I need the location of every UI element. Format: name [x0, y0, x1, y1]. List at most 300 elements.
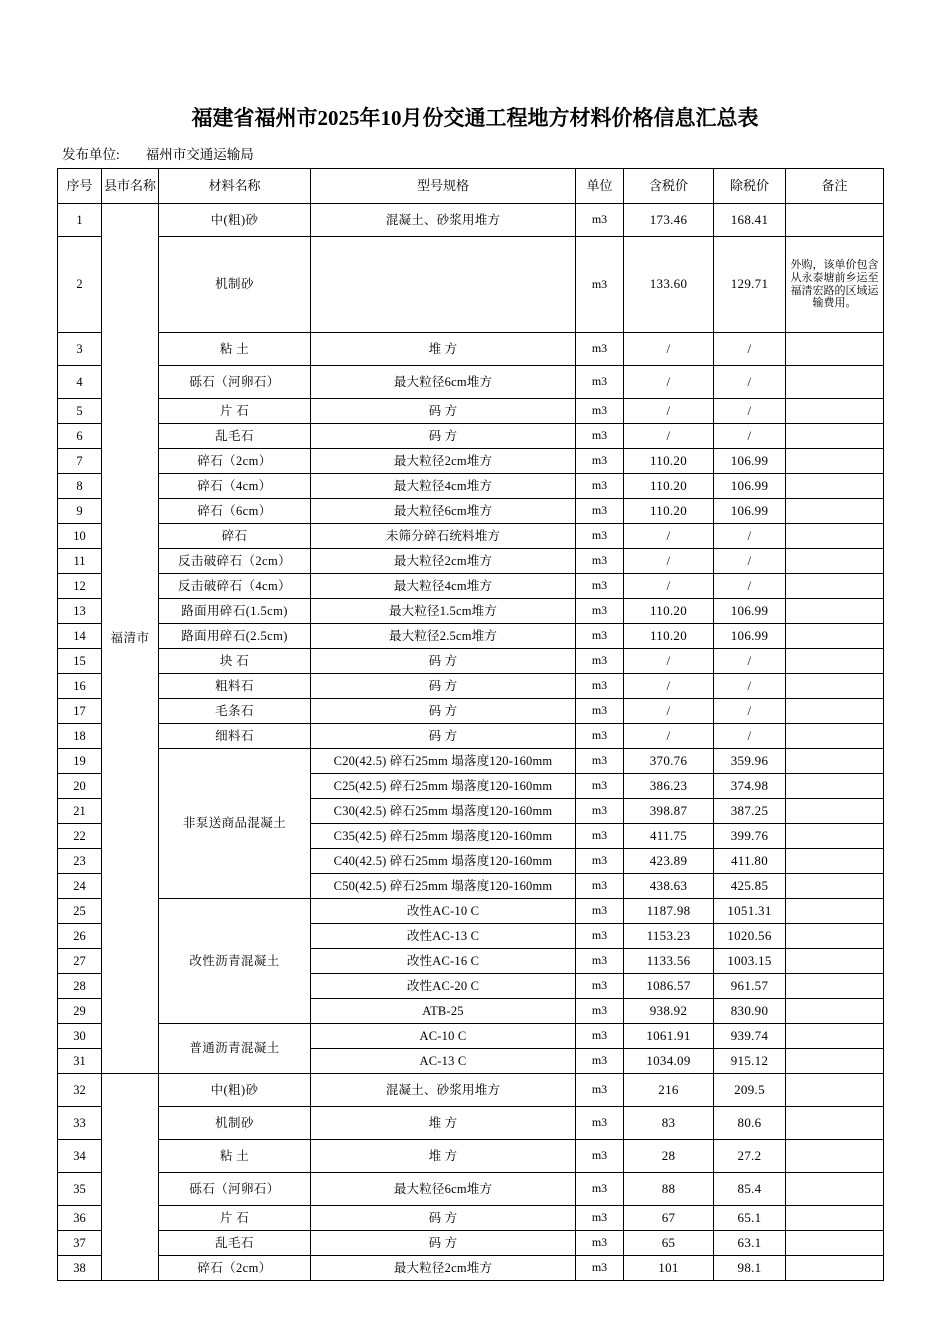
cell-price-without-tax: 65.1	[714, 1206, 786, 1231]
cell-material: 碎石（2cm）	[159, 1256, 311, 1281]
cell-price-without-tax: 939.74	[714, 1024, 786, 1049]
cell-price-with-tax: 386.23	[624, 774, 714, 799]
cell-material: 砾石（河卵石）	[159, 366, 311, 399]
cell-remark	[786, 774, 884, 799]
cell-seq: 6	[58, 424, 102, 449]
cell-price-with-tax: /	[624, 424, 714, 449]
cell-spec: 最大粒径6cm堆方	[311, 1173, 576, 1206]
cell-seq: 30	[58, 1024, 102, 1049]
cell-price-with-tax: 67	[624, 1206, 714, 1231]
cell-spec: 最大粒径2cm堆方	[311, 449, 576, 474]
cell-seq: 18	[58, 724, 102, 749]
cell-remark	[786, 999, 884, 1024]
cell-seq: 17	[58, 699, 102, 724]
cell-material: 碎石（2cm）	[159, 449, 311, 474]
cell-unit: m3	[576, 237, 624, 333]
table-row	[58, 474, 884, 499]
cell-price-with-tax: 83	[624, 1107, 714, 1140]
cell-unit: m3	[576, 204, 624, 237]
cell-price-without-tax: 1003.15	[714, 949, 786, 974]
cell-unit: m3	[576, 366, 624, 399]
cell-price-without-tax: 106.99	[714, 499, 786, 524]
table-header-row	[58, 169, 884, 204]
cell-price-with-tax: 133.60	[624, 237, 714, 333]
table-row	[58, 1140, 884, 1173]
table-row	[58, 1206, 884, 1231]
cell-unit: m3	[576, 724, 624, 749]
cell-remark	[786, 1024, 884, 1049]
cell-spec: C50(42.5) 碎石25mm 塌落度120-160mm	[311, 874, 576, 899]
cell-unit: m3	[576, 424, 624, 449]
table-row	[58, 624, 884, 649]
cell-remark	[786, 449, 884, 474]
cell-seq: 19	[58, 749, 102, 774]
cell-price-without-tax: 359.96	[714, 749, 786, 774]
cell-spec: ATB-25	[311, 999, 576, 1024]
cell-price-without-tax: /	[714, 574, 786, 599]
cell-remark	[786, 499, 884, 524]
cell-price-without-tax: 961.57	[714, 974, 786, 999]
cell-price-without-tax: /	[714, 699, 786, 724]
cell-price-with-tax: 1153.23	[624, 924, 714, 949]
cell-seq: 1	[58, 204, 102, 237]
cell-city-group: 福清市	[102, 204, 159, 1074]
cell-spec: 码 方	[311, 1206, 576, 1231]
cell-remark	[786, 424, 884, 449]
table-row	[58, 549, 884, 574]
table-row	[58, 674, 884, 699]
cell-seq: 3	[58, 333, 102, 366]
cell-material: 毛条石	[159, 699, 311, 724]
cell-price-with-tax: /	[624, 699, 714, 724]
cell-spec: AC-10 C	[311, 1024, 576, 1049]
cell-remark	[786, 1140, 884, 1173]
table-row	[58, 237, 884, 333]
cell-material: 反击破碎石（2cm）	[159, 549, 311, 574]
cell-material: 碎石（4cm）	[159, 474, 311, 499]
publisher-value: 福州市交通运输局	[145, 147, 254, 162]
cell-seq: 34	[58, 1140, 102, 1173]
cell-remark	[786, 949, 884, 974]
cell-spec: 堆 方	[311, 333, 576, 366]
cell-seq: 22	[58, 824, 102, 849]
cell-unit: m3	[576, 1231, 624, 1256]
cell-price-without-tax: 1020.56	[714, 924, 786, 949]
cell-unit: m3	[576, 549, 624, 574]
cell-spec: 码 方	[311, 424, 576, 449]
table-row	[58, 366, 884, 399]
cell-remark	[786, 333, 884, 366]
cell-price-without-tax: 209.5	[714, 1074, 786, 1107]
cell-material: 碎石	[159, 524, 311, 549]
cell-price-without-tax: 27.2	[714, 1140, 786, 1173]
cell-spec: 最大粒径6cm堆方	[311, 499, 576, 524]
cell-spec: 改性AC-13 C	[311, 924, 576, 949]
cell-price-with-tax: 411.75	[624, 824, 714, 849]
cell-seq: 12	[58, 574, 102, 599]
table-row	[58, 699, 884, 724]
cell-price-without-tax: 106.99	[714, 624, 786, 649]
cell-remark	[786, 474, 884, 499]
table-row	[58, 1256, 884, 1281]
table-row	[58, 204, 884, 237]
cell-price-without-tax: 168.41	[714, 204, 786, 237]
cell-remark	[786, 574, 884, 599]
cell-price-with-tax: /	[624, 574, 714, 599]
cell-seq: 25	[58, 899, 102, 924]
cell-price-with-tax: /	[624, 649, 714, 674]
cell-price-with-tax: 173.46	[624, 204, 714, 237]
cell-remark	[786, 924, 884, 949]
cell-material: 粘 土	[159, 333, 311, 366]
cell-unit: m3	[576, 524, 624, 549]
cell-material: 粘 土	[159, 1140, 311, 1173]
cell-spec: 码 方	[311, 674, 576, 699]
cell-remark	[786, 649, 884, 674]
cell-material: 机制砂	[159, 1107, 311, 1140]
cell-seq: 32	[58, 1074, 102, 1107]
cell-unit: m3	[576, 874, 624, 899]
cell-spec: 最大粒径6cm堆方	[311, 366, 576, 399]
cell-seq: 35	[58, 1173, 102, 1206]
table-row	[58, 1231, 884, 1256]
cell-remark	[786, 1049, 884, 1074]
cell-price-without-tax: 411.80	[714, 849, 786, 874]
cell-spec: 最大粒径4cm堆方	[311, 474, 576, 499]
cell-price-with-tax: 398.87	[624, 799, 714, 824]
cell-city-group	[102, 1074, 159, 1281]
cell-unit: m3	[576, 1074, 624, 1107]
cell-seq: 13	[58, 599, 102, 624]
cell-unit: m3	[576, 449, 624, 474]
cell-spec	[311, 237, 576, 333]
cell-remark	[786, 674, 884, 699]
cell-material: 乱毛石	[159, 1231, 311, 1256]
cell-seq: 38	[58, 1256, 102, 1281]
cell-unit: m3	[576, 799, 624, 824]
cell-price-without-tax: /	[714, 424, 786, 449]
cell-unit: m3	[576, 333, 624, 366]
cell-unit: m3	[576, 849, 624, 874]
cell-price-with-tax: 65	[624, 1231, 714, 1256]
cell-remark	[786, 366, 884, 399]
cell-price-with-tax: 1187.98	[624, 899, 714, 924]
cell-remark	[786, 699, 884, 724]
cell-material: 块 石	[159, 649, 311, 674]
cell-seq: 11	[58, 549, 102, 574]
table-row	[58, 599, 884, 624]
cell-unit: m3	[576, 649, 624, 674]
cell-spec: C35(42.5) 碎石25mm 塌落度120-160mm	[311, 824, 576, 849]
cell-seq: 33	[58, 1107, 102, 1140]
cell-material: 片 石	[159, 1206, 311, 1231]
table-row	[58, 1074, 884, 1107]
cell-seq: 26	[58, 924, 102, 949]
cell-price-without-tax: 830.90	[714, 999, 786, 1024]
cell-price-without-tax: /	[714, 524, 786, 549]
cell-unit: m3	[576, 399, 624, 424]
cell-unit: m3	[576, 749, 624, 774]
cell-price-with-tax: /	[624, 674, 714, 699]
header-unit: 单位	[576, 169, 624, 204]
table-row	[58, 1107, 884, 1140]
cell-unit: m3	[576, 699, 624, 724]
cell-price-with-tax: 110.20	[624, 474, 714, 499]
table-row	[58, 499, 884, 524]
header-price-without-tax: 除税价	[714, 169, 786, 204]
cell-price-without-tax: 399.76	[714, 824, 786, 849]
table-row	[58, 1173, 884, 1206]
cell-remark	[786, 599, 884, 624]
cell-price-with-tax: 1034.09	[624, 1049, 714, 1074]
cell-spec: 最大粒径1.5cm堆方	[311, 599, 576, 624]
cell-remark	[786, 749, 884, 774]
cell-seq: 2	[58, 237, 102, 333]
cell-price-with-tax: /	[624, 399, 714, 424]
cell-unit: m3	[576, 1024, 624, 1049]
table-row	[58, 649, 884, 674]
material-price-table	[57, 168, 884, 1281]
cell-spec: 混凝土、砂浆用堆方	[311, 1074, 576, 1107]
cell-material: 非泵送商品混凝土	[159, 749, 311, 899]
cell-material: 路面用碎石(2.5cm)	[159, 624, 311, 649]
table-row	[58, 724, 884, 749]
table-row	[58, 524, 884, 549]
cell-price-with-tax: /	[624, 549, 714, 574]
cell-price-without-tax: 63.1	[714, 1231, 786, 1256]
cell-price-without-tax: 915.12	[714, 1049, 786, 1074]
cell-seq: 8	[58, 474, 102, 499]
cell-price-with-tax: 423.89	[624, 849, 714, 874]
cell-seq: 31	[58, 1049, 102, 1074]
cell-spec: 最大粒径2cm堆方	[311, 1256, 576, 1281]
cell-spec: C40(42.5) 碎石25mm 塌落度120-160mm	[311, 849, 576, 874]
cell-spec: 码 方	[311, 1231, 576, 1256]
cell-price-without-tax: /	[714, 649, 786, 674]
cell-spec: C20(42.5) 碎石25mm 塌落度120-160mm	[311, 749, 576, 774]
cell-unit: m3	[576, 674, 624, 699]
cell-price-without-tax: 106.99	[714, 474, 786, 499]
cell-price-without-tax: 106.99	[714, 599, 786, 624]
cell-price-without-tax: 425.85	[714, 874, 786, 899]
cell-remark	[786, 724, 884, 749]
header-seq: 序号	[58, 169, 102, 204]
cell-remark	[786, 399, 884, 424]
cell-seq: 29	[58, 999, 102, 1024]
cell-unit: m3	[576, 574, 624, 599]
cell-unit: m3	[576, 824, 624, 849]
cell-unit: m3	[576, 1173, 624, 1206]
cell-price-with-tax: /	[624, 724, 714, 749]
cell-seq: 36	[58, 1206, 102, 1231]
cell-seq: 15	[58, 649, 102, 674]
cell-remark	[786, 849, 884, 874]
cell-remark	[786, 974, 884, 999]
cell-price-with-tax: 110.20	[624, 499, 714, 524]
table-row	[58, 899, 884, 924]
table-row	[58, 449, 884, 474]
cell-material: 路面用碎石(1.5cm)	[159, 599, 311, 624]
cell-price-with-tax: 216	[624, 1074, 714, 1107]
cell-unit: m3	[576, 1049, 624, 1074]
cell-material: 改性沥青混凝土	[159, 899, 311, 1024]
cell-spec: C30(42.5) 碎石25mm 塌落度120-160mm	[311, 799, 576, 824]
cell-price-without-tax: /	[714, 333, 786, 366]
cell-material: 碎石（6cm）	[159, 499, 311, 524]
cell-price-without-tax: /	[714, 549, 786, 574]
cell-spec: 改性AC-10 C	[311, 899, 576, 924]
cell-spec: 最大粒径4cm堆方	[311, 574, 576, 599]
cell-unit: m3	[576, 949, 624, 974]
cell-spec: 混凝土、砂浆用堆方	[311, 204, 576, 237]
cell-price-without-tax: 1051.31	[714, 899, 786, 924]
cell-price-without-tax: 129.71	[714, 237, 786, 333]
cell-price-without-tax: 80.6	[714, 1107, 786, 1140]
cell-material: 反击破碎石（4cm）	[159, 574, 311, 599]
cell-price-with-tax: /	[624, 333, 714, 366]
cell-material: 粗料石	[159, 674, 311, 699]
cell-price-with-tax: 1061.91	[624, 1024, 714, 1049]
publisher-label: 发布单位:	[62, 147, 120, 162]
cell-material: 片 石	[159, 399, 311, 424]
cell-spec: 最大粒径2cm堆方	[311, 549, 576, 574]
cell-seq: 7	[58, 449, 102, 474]
cell-price-without-tax: /	[714, 674, 786, 699]
cell-remark: 外购，该单价包含从永泰塘前乡运至福清宏路的区域运输费用。	[786, 237, 884, 333]
cell-unit: m3	[576, 924, 624, 949]
cell-seq: 23	[58, 849, 102, 874]
cell-spec: 改性AC-16 C	[311, 949, 576, 974]
cell-remark	[786, 899, 884, 924]
cell-price-without-tax: 387.25	[714, 799, 786, 824]
header-city: 县市名称	[102, 169, 159, 204]
cell-price-with-tax: /	[624, 524, 714, 549]
cell-unit: m3	[576, 499, 624, 524]
cell-material: 细料石	[159, 724, 311, 749]
cell-remark	[786, 874, 884, 899]
cell-seq: 14	[58, 624, 102, 649]
cell-price-without-tax: /	[714, 366, 786, 399]
cell-price-with-tax: 370.76	[624, 749, 714, 774]
cell-remark	[786, 1173, 884, 1206]
header-remark: 备注	[786, 169, 884, 204]
cell-seq: 16	[58, 674, 102, 699]
cell-material: 中(粗)砂	[159, 1074, 311, 1107]
cell-remark	[786, 1206, 884, 1231]
cell-unit: m3	[576, 899, 624, 924]
cell-remark	[786, 624, 884, 649]
cell-remark	[786, 799, 884, 824]
cell-price-with-tax: 110.20	[624, 599, 714, 624]
cell-seq: 28	[58, 974, 102, 999]
cell-unit: m3	[576, 1107, 624, 1140]
cell-price-with-tax: 110.20	[624, 449, 714, 474]
cell-unit: m3	[576, 999, 624, 1024]
header-material: 材料名称	[159, 169, 311, 204]
cell-material: 中(粗)砂	[159, 204, 311, 237]
cell-unit: m3	[576, 1140, 624, 1173]
cell-price-with-tax: 438.63	[624, 874, 714, 899]
cell-material: 普通沥青混凝土	[159, 1024, 311, 1074]
cell-unit: m3	[576, 774, 624, 799]
cell-price-without-tax: /	[714, 724, 786, 749]
cell-price-without-tax: 98.1	[714, 1256, 786, 1281]
cell-seq: 5	[58, 399, 102, 424]
table-row	[58, 333, 884, 366]
cell-price-with-tax: 110.20	[624, 624, 714, 649]
header-price-with-tax: 含税价	[624, 169, 714, 204]
cell-seq: 10	[58, 524, 102, 549]
table-row	[58, 1024, 884, 1049]
cell-price-without-tax: 106.99	[714, 449, 786, 474]
cell-price-without-tax: 85.4	[714, 1173, 786, 1206]
cell-price-with-tax: 101	[624, 1256, 714, 1281]
cell-unit: m3	[576, 474, 624, 499]
cell-spec: 码 方	[311, 699, 576, 724]
cell-remark	[786, 1231, 884, 1256]
cell-seq: 24	[58, 874, 102, 899]
cell-remark	[786, 1074, 884, 1107]
cell-price-with-tax: 1086.57	[624, 974, 714, 999]
cell-spec: AC-13 C	[311, 1049, 576, 1074]
cell-material: 机制砂	[159, 237, 311, 333]
cell-spec: 码 方	[311, 649, 576, 674]
table-body	[58, 204, 884, 1281]
cell-seq: 9	[58, 499, 102, 524]
table-row	[58, 399, 884, 424]
cell-spec: C25(42.5) 碎石25mm 塌落度120-160mm	[311, 774, 576, 799]
cell-unit: m3	[576, 624, 624, 649]
cell-price-with-tax: 938.92	[624, 999, 714, 1024]
cell-spec: 堆 方	[311, 1107, 576, 1140]
cell-spec: 码 方	[311, 399, 576, 424]
cell-price-with-tax: 1133.56	[624, 949, 714, 974]
cell-unit: m3	[576, 1206, 624, 1231]
table-row	[58, 424, 884, 449]
cell-spec: 最大粒径2.5cm堆方	[311, 624, 576, 649]
table-row	[58, 574, 884, 599]
cell-unit: m3	[576, 974, 624, 999]
cell-seq: 37	[58, 1231, 102, 1256]
cell-remark	[786, 549, 884, 574]
cell-price-with-tax: 28	[624, 1140, 714, 1173]
cell-seq: 4	[58, 366, 102, 399]
cell-spec: 堆 方	[311, 1140, 576, 1173]
cell-spec: 改性AC-20 C	[311, 974, 576, 999]
cell-seq: 21	[58, 799, 102, 824]
cell-spec: 未筛分碎石统料堆方	[311, 524, 576, 549]
cell-material: 乱毛石	[159, 424, 311, 449]
cell-remark	[786, 1256, 884, 1281]
publisher-line	[62, 143, 254, 163]
cell-remark	[786, 824, 884, 849]
page-title: 福建省福州市2025年10月份交通工程地方材料价格信息汇总表	[191, 106, 759, 130]
cell-remark	[786, 1107, 884, 1140]
cell-price-with-tax: /	[624, 366, 714, 399]
cell-remark	[786, 524, 884, 549]
cell-unit: m3	[576, 599, 624, 624]
cell-material: 砾石（河卵石）	[159, 1173, 311, 1206]
cell-remark	[786, 204, 884, 237]
header-spec: 型号规格	[311, 169, 576, 204]
cell-price-with-tax: 88	[624, 1173, 714, 1206]
cell-seq: 20	[58, 774, 102, 799]
cell-price-without-tax: /	[714, 399, 786, 424]
cell-seq: 27	[58, 949, 102, 974]
table-row	[58, 749, 884, 774]
cell-unit: m3	[576, 1256, 624, 1281]
cell-price-without-tax: 374.98	[714, 774, 786, 799]
